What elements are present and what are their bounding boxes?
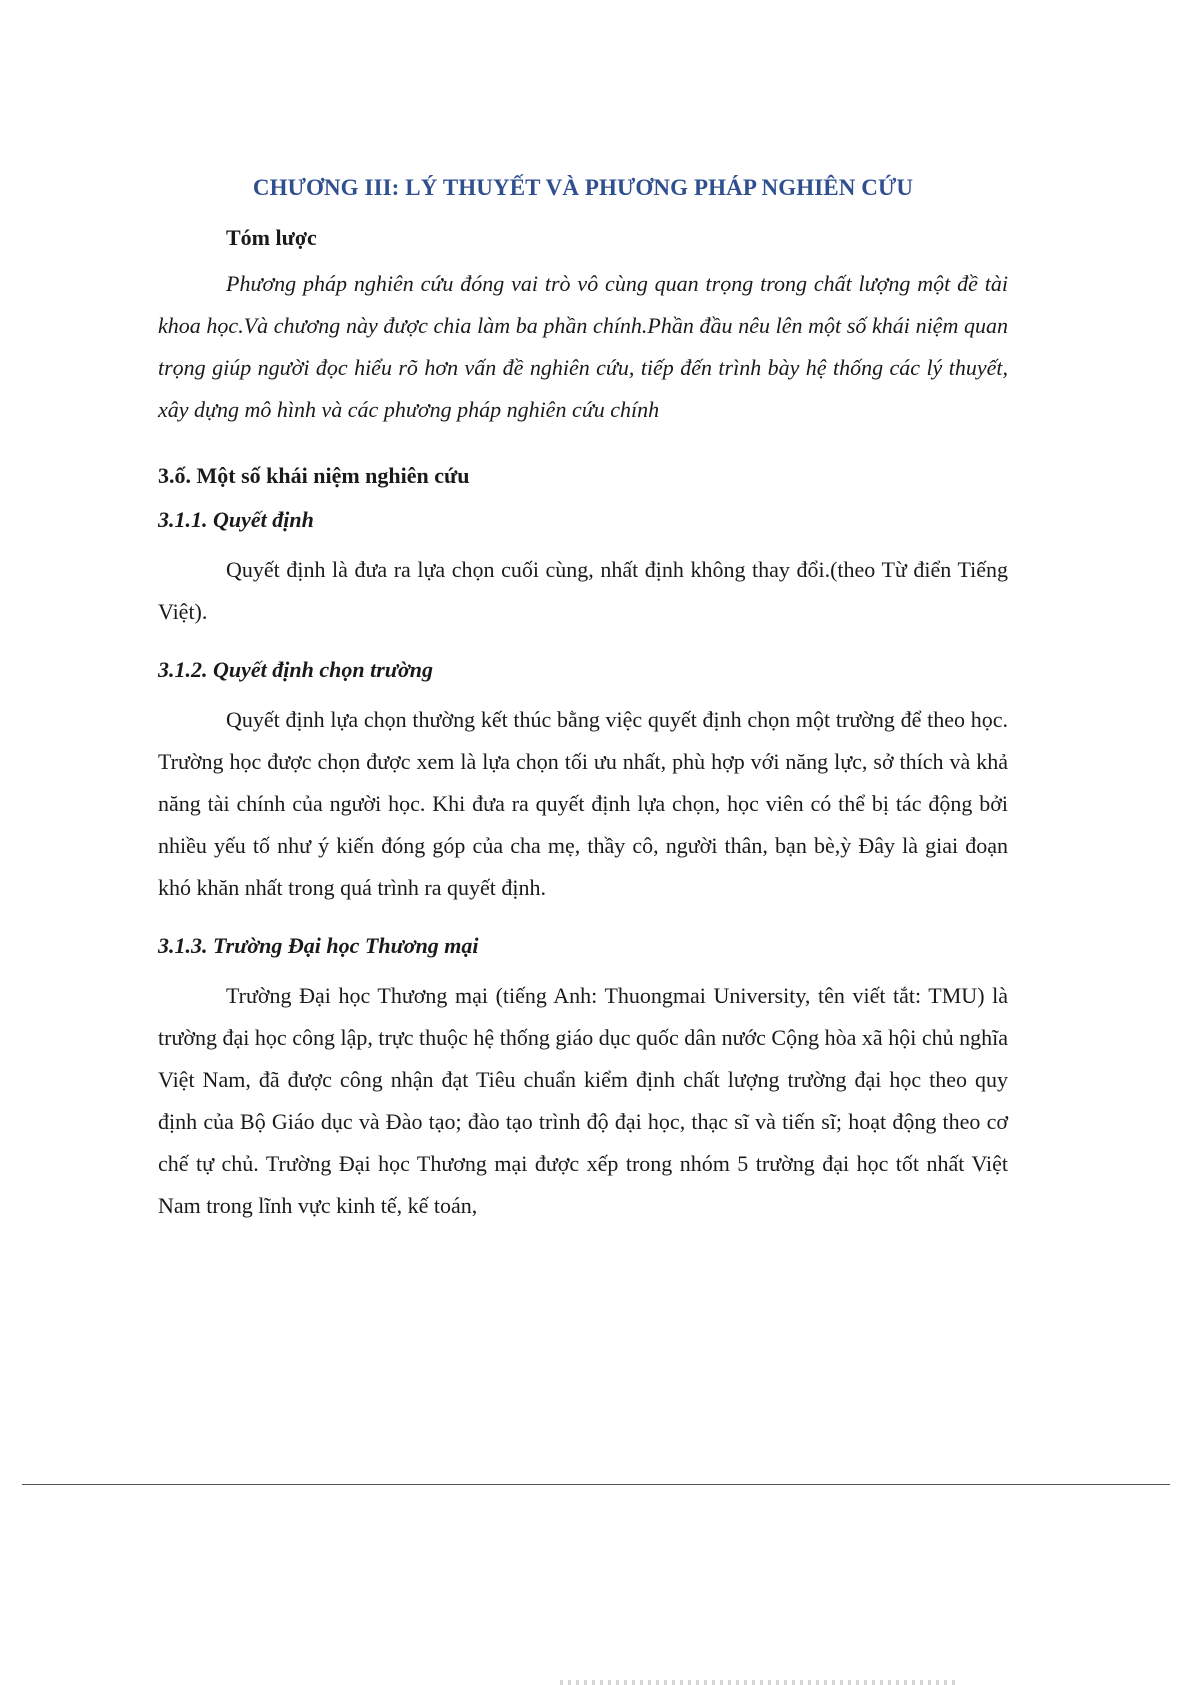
section-heading: 3.ố. Một số khái niệm nghiên cứu [158, 463, 470, 488]
page-content [158, 175, 1008, 1227]
summary-heading: Tóm lược [226, 225, 317, 250]
subsection-heading-school-choice: 3.1.2. Quyết định chọn trường [158, 657, 433, 682]
subsection-heading-university: 3.1.3. Trường Đại học Thương mại [158, 933, 479, 958]
bottom-edge-artifact [560, 1680, 960, 1685]
subsection-paragraph-decision: Quyết định là đưa ra lựa chọn cuối cùng, nhất định không thay đổi.(theo Từ điển Tiếng Việt). [158, 557, 1008, 624]
subsection-paragraph-school-choice: Quyết định lựa chọn thường kết thúc bằng việc quyết định chọn một trường để theo học. Trường học được chọn được xem là lựa chọn tối ưu nhất, phù hợp với năng lực, sở thích và khả năng tài chính của người học. Khi đưa ra quyết định lựa chọn, học viên có thể bị tác động bởi nhiều yếu tố như ý kiến đóng góp của cha mẹ, thầy cô, người thân, bạn bè,ỳ Đây là giai đoạn khó khăn nhất trong quá trình ra quyết định. [158, 707, 1008, 900]
footer-divider [22, 1484, 1170, 1485]
chapter-title: CHƯƠNG III: LÝ THUYẾT VÀ PHƯƠNG PHÁP NGHIÊN CỨU [252, 175, 914, 200]
subsection-heading-decision: 3.1.1. Quyết định [158, 507, 314, 532]
summary-paragraph: Phương pháp nghiên cứu đóng vai trò vô cùng quan trọng trong chất lượng một đề tài khoa học.Và chương này được chia làm ba phần chính.Phần đầu nêu lên một số khái niệm quan trọng giúp người đọc hiểu rõ hơn vấn đề nghiên cứu, tiếp đến trình bày hệ thống các lý thuyết, xây dựng mô hình và các phương pháp nghiên cứu chính [158, 271, 1008, 422]
subsection-paragraph-university: Trường Đại học Thương mại (tiếng Anh: Thuongmai University, tên viết tắt: TMU) là trường đại học công lập, trực thuộc hệ thống giáo dục quốc dân nước Cộng hòa xã hội chủ nghĩa Việt Nam, đã được công nhận đạt Tiêu chuẩn kiểm định chất lượng trường đại học theo quy định của Bộ Giáo dục và Đào tạo; đào tạo trình độ đại học, thạc sĩ và tiến sĩ; hoạt động theo cơ chế tự chủ. Trường Đại học Thương mại được xếp trong nhóm 5 trường đại học tốt nhất Việt Nam trong lĩnh vực kinh tế, kế toán, [158, 983, 1008, 1218]
